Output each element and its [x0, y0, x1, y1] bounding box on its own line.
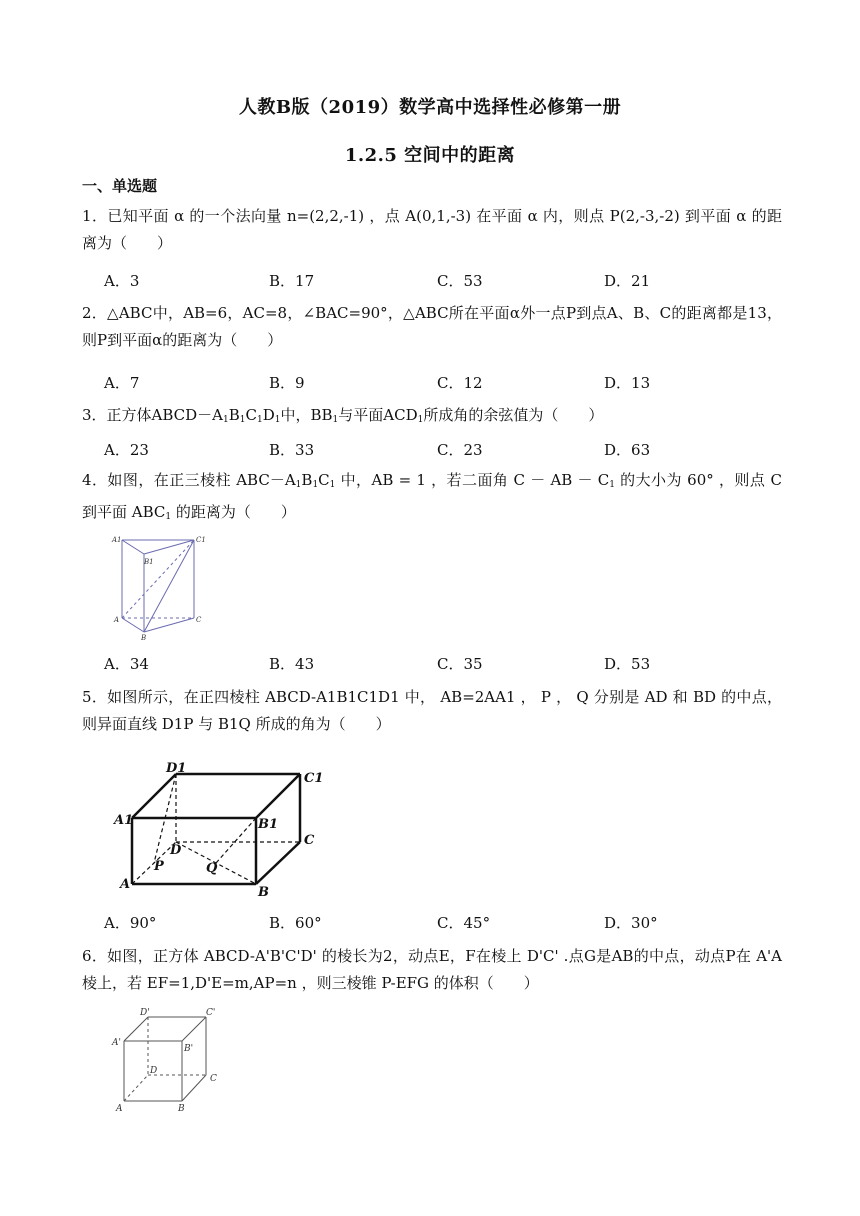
label-c-prime: C'	[206, 1008, 216, 1018]
option-a: A．3	[104, 272, 140, 290]
label-c: C	[196, 616, 202, 624]
option-c: C．35	[437, 655, 483, 673]
option-a: A．23	[104, 441, 149, 459]
option-b: B．17	[269, 272, 315, 290]
option-c: C．53	[437, 272, 483, 290]
option-d: D．13	[604, 374, 651, 392]
label-a1: A1	[114, 813, 134, 828]
question-2-text: 2．△ABC中，AB=6，AC=8，∠BAC=90°，△ABC所在平面α外一点P到点A、B、C的距离都是13，则P到平面α的距离为（ ）	[82, 304, 782, 349]
label-c: C	[304, 833, 315, 848]
label-a: A	[116, 1104, 123, 1114]
option-d: D．30°	[604, 914, 658, 932]
section-heading: 一、单选题	[82, 177, 158, 195]
document-title: 人教B版（2019）数学高中选择性必修第一册	[238, 97, 622, 118]
label-a: A	[120, 877, 131, 892]
label-d-prime: D'	[140, 1008, 150, 1018]
label-b1: B1	[144, 558, 154, 566]
label-q: Q	[206, 861, 218, 876]
prism-figure	[108, 530, 218, 642]
label-c1: C1	[304, 771, 324, 786]
label-c: C	[210, 1074, 217, 1084]
label-a1: A1	[112, 536, 122, 544]
option-b: B．43	[269, 655, 315, 673]
question-1-options	[104, 270, 784, 292]
question-5-text: 5．如图所示，在正四棱柱 ABCD-A1B1C1D1 中， AB=2AA1 ， P ， Q 分别是 AD 和 BD 的中点，则异面直线 D1P 与 B1Q 所成的角为（ ）	[82, 688, 782, 733]
option-a: A．34	[104, 655, 149, 673]
document-subtitle: 1.2.5 空间中的距离	[344, 145, 516, 166]
label-b-prime: B'	[184, 1044, 194, 1054]
label-a: A	[114, 616, 120, 624]
question-4-options	[104, 653, 784, 675]
question-6-text: 6．如图，正方体 ABCD-A'B'C'D' 的棱长为2，动点E，F在棱上 D'C' .点G是AB的中点，动点P在 A'A 棱上，若 EF=1,D'E=m,AP=n ，则三棱锥 P-EFG 的体积（ ）	[82, 947, 782, 992]
question-5-options	[104, 912, 784, 934]
question-2-options	[104, 372, 784, 394]
label-b: B	[258, 885, 269, 898]
question-1-text: 1．已知平面 α 的一个法向量 n=(2,2,-1) ，点 A(0,1,-3) 在平面 α 内，则点 P(2,-3,-2) 到平面 α 的距离为（ ）	[82, 207, 782, 252]
option-c: C．45°	[437, 914, 491, 932]
label-b: B	[178, 1104, 185, 1114]
option-d: D．21	[604, 272, 651, 290]
label-b1: B1	[258, 817, 279, 832]
question-3-text: 3．正方体$ABCD-A_1B_1C_1D_1$中，$BB_1$与平面$ACD_1$所成角的余弦值为（ ）	[82, 406, 604, 425]
label-p: P	[154, 859, 164, 874]
cube-figure	[110, 1005, 230, 1117]
label-a-prime: A'	[112, 1038, 121, 1048]
option-b: B．33	[269, 441, 315, 459]
option-a: A．90°	[104, 914, 157, 932]
question-4-text: 4．如图，在正三棱柱 $ABC-A_1B_1C_1$ 中，AB = 1 ，若二面角 C － AB － $C_1$ 的大小为 60° ，则点 C 到平面 $ABC_1$ 的距离为（ ）	[82, 471, 782, 522]
label-b: B	[141, 634, 147, 642]
option-b: B．60°	[269, 914, 322, 932]
option-a: A．7	[104, 374, 140, 392]
option-d: D．63	[604, 441, 651, 459]
box-figure	[112, 758, 332, 898]
question-3-options	[104, 439, 784, 461]
option-b: B．9	[269, 374, 305, 392]
option-d: D．53	[604, 655, 651, 673]
label-d: D	[170, 843, 182, 858]
label-c1: C1	[196, 536, 206, 544]
option-c: C．23	[437, 441, 483, 459]
label-d: D	[150, 1066, 158, 1076]
label-d1: D1	[166, 761, 187, 776]
option-c: C．12	[437, 374, 483, 392]
